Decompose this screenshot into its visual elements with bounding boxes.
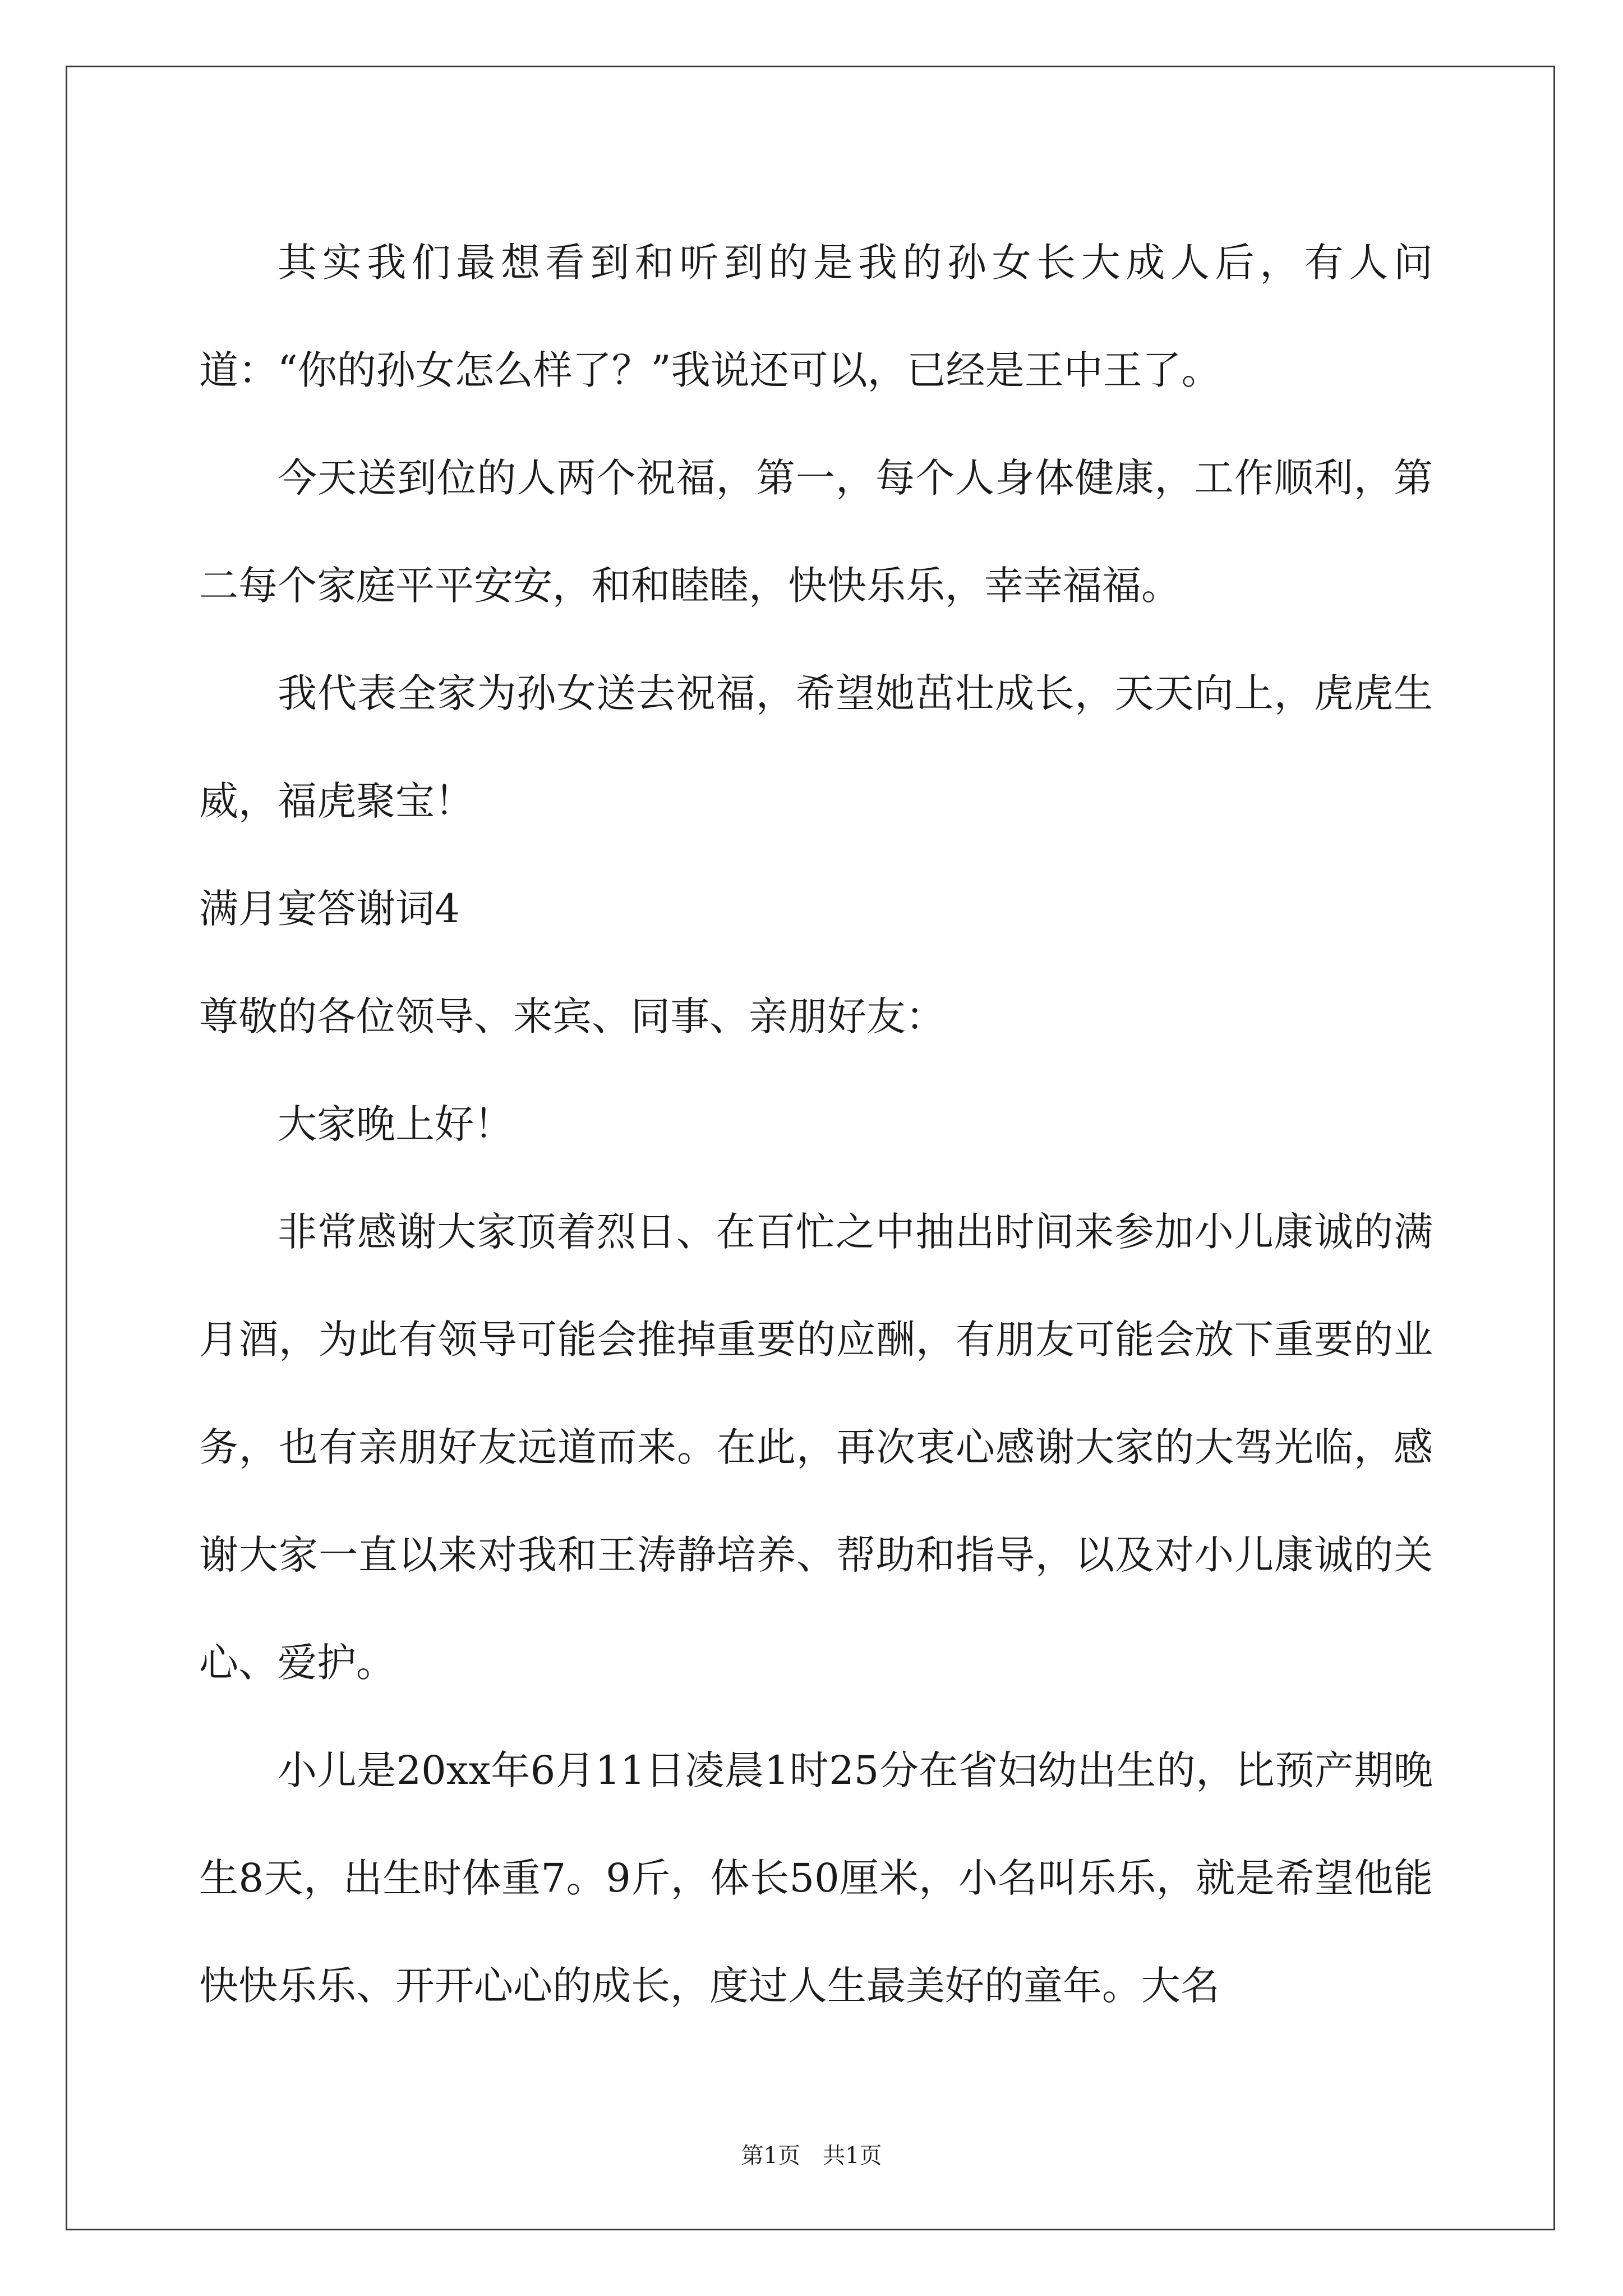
- document-body: [199, 209, 1433, 2040]
- page-number-footer: 第1页 共1页: [741, 2143, 882, 2169]
- paragraph: 今天送到位的人两个祝福，第一，每个人身体健康，工作顺利，第二每个家庭平平安安，和和睦睦，快快乐乐，幸幸福福。: [199, 455, 1433, 609]
- paragraph: 其实我们最想看到和听到的是我的孙女长大成人后，有人问道：“你的孙女怎么样了？”我说还可以，已经是王中王了。: [199, 240, 1433, 393]
- section-heading: 满月宴答谢词4: [199, 886, 460, 932]
- paragraph: 我代表全家为孙女送去祝福，希望她茁壮成长，天天向上，虎虎生威，福虎聚宝！: [199, 670, 1433, 824]
- paragraph: 非常感谢大家顶着烈日、在百忙之中抽出时间来参加小儿康诚的满月酒，为此有领导可能会推掉重要的应酬，有朋友可能会放下重要的业务，也有亲朋好友远道而来。在此，再次衷心感谢大家的大驾光临，感谢大家一直以来对我和王涛静培养、帮助和指导，以及对小儿康诚的关心、爱护。: [199, 1209, 1433, 1686]
- paragraph: 小儿是20xx年6月11日凌晨1时25分在省妇幼出生的，比预产期晚生8天，出生时体重7。9斤，体长50厘米，小名叫乐乐，就是希望他能快快乐乐、开开心心的成长，度过人生最美好的童年。大名: [199, 1747, 1433, 2009]
- greeting: 大家晚上好！: [278, 1101, 513, 1147]
- salutation: 尊敬的各位领导、来宾、同事、亲朋好友：: [199, 993, 945, 1039]
